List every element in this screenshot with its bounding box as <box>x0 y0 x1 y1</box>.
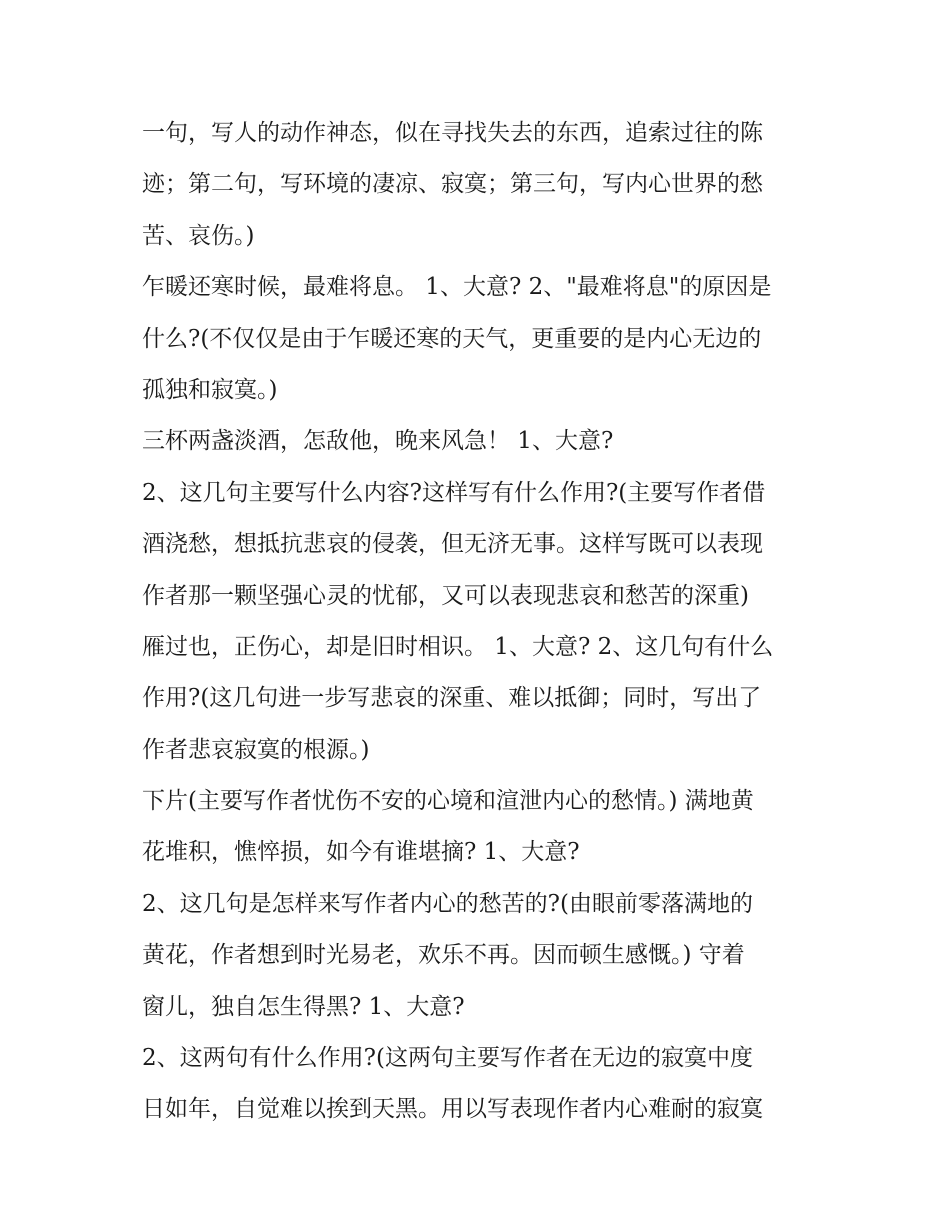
text-line: 黄花，作者想到时光易老，欢乐不再。因而顿生感慨。) 守着 <box>142 942 745 969</box>
text-line: 2、这两句有什么作用?(这两句主要写作者在无边的寂寞中度 <box>142 1045 753 1072</box>
text-line: 作者那一颗坚强心灵的忧郁，又可以表现悲哀和愁苦的深重) <box>142 582 749 609</box>
text-line: 下片(主要写作者忧伤不安的心境和渲泄内心的愁情。) 满地黄 <box>142 788 754 815</box>
body-text <box>142 108 822 1136</box>
text-line: 迹；第二句，写环境的凄凉、寂寞；第三句，写内心世界的愁 <box>142 171 763 198</box>
text-line: 苦、哀伤。) <box>142 222 255 249</box>
text-line: 三杯两盏淡酒，怎敌他，晚来风急！ 1、大意? <box>142 428 614 455</box>
text-line: 2、这几句主要写什么内容?这样写有什么作用?(主要写作者借 <box>142 479 766 506</box>
text-line: 日如年，自觉难以挨到天黑。用以写表现作者内心难耐的寂寞 <box>142 1096 763 1123</box>
text-line: 乍暖还寒时候，最难将息。 1、大意? 2、"最难将息"的原因是 <box>142 274 772 301</box>
text-line: 花堆积，憔悴损，如今有谁堪摘? 1、大意? <box>142 839 580 866</box>
text-line: 一句，写人的动作神态，似在寻找失去的东西，追索过往的陈 <box>142 120 763 146</box>
text-line: 作者悲哀寂寞的根源。) <box>142 736 370 763</box>
text-line: 作用?(这几句进一步写悲哀的深重、难以抵御；同时，写出了 <box>142 685 762 712</box>
text-line: 2、这几句是怎样来写作者内心的愁苦的?(由眼前零落满地的 <box>142 890 753 917</box>
text-line: 雁过也，正伤心，却是旧时相识。 1、大意? 2、这几句有什么 <box>142 633 774 660</box>
text-line: 什么?(不仅仅是由于乍暖还寒的天气，更重要的是内心无边的 <box>142 325 762 352</box>
text-line: 酒浇愁，想抵抗悲哀的侵袭，但无济无事。这样写既可以表现 <box>142 531 763 558</box>
text-line: 孤独和寂寞。) <box>142 376 278 403</box>
text-line: 窗儿，独自怎生得黑? 1、大意? <box>142 993 465 1020</box>
